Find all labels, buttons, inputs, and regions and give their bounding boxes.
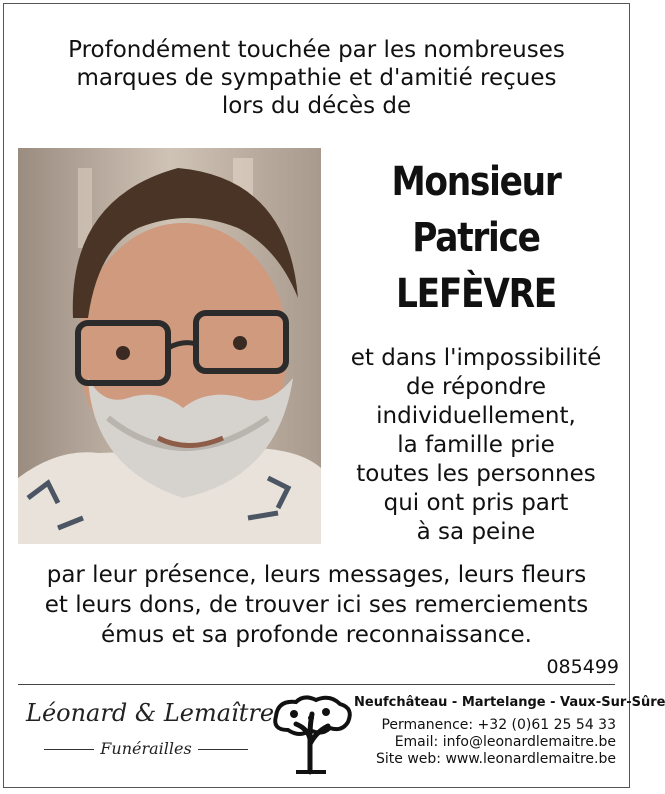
funeral-home-brand [26, 698, 275, 760]
subtitle-dash [198, 749, 248, 750]
intro-line: marques de sympathie et d'amitié reçues [76, 65, 557, 91]
closing-line: et leurs dons, de trouver ici ses remerciements [44, 592, 589, 618]
middle-line: et dans l'impossibilité [350, 345, 602, 371]
intro-text [4, 36, 629, 120]
subtitle-dash [44, 749, 94, 750]
middle-line: à sa peine [416, 519, 536, 545]
middle-line: toutes les personnes [356, 461, 596, 487]
divider [18, 684, 615, 685]
funeral-home-email: Email: info@leonardlemaitre.be [394, 734, 616, 750]
middle-line: qui ont pris part [383, 490, 569, 516]
name-title: Monsieur [391, 159, 561, 205]
closing-line: émus et sa profonde reconnaissance. [101, 622, 532, 648]
intro-line: lors du décès de [221, 93, 412, 119]
portrait-illustration [18, 148, 321, 544]
portrait-photo [18, 148, 321, 544]
tree-logo-icon [266, 694, 356, 774]
middle-text [326, 344, 626, 547]
closing-text [4, 560, 629, 650]
middle-line: la famille prie [397, 432, 555, 458]
reference-number: 085499 [546, 656, 619, 678]
funeral-home-towns: Neufchâteau - Martelange - Vaux-Sur-Sûre [354, 695, 665, 710]
funeral-home-name: Léonard & Lemaître [26, 699, 275, 727]
closing-line: par leur présence, leurs messages, leurs fleurs [46, 562, 587, 588]
funeral-home-phone: Permanence: +32 (0)61 25 54 33 [381, 717, 616, 733]
middle-line: de répondre [405, 374, 547, 400]
deceased-name [347, 154, 605, 322]
name-first: Patrice [412, 215, 540, 261]
funeral-home-subtitle: Funérailles [100, 739, 192, 758]
funeral-home-subtitle-row [26, 738, 266, 760]
funeral-home-contact [354, 694, 665, 768]
middle-line: individuellement, [376, 403, 576, 429]
intro-line: Profondément touchée par les nombreuses [68, 37, 565, 63]
obituary-card [3, 3, 665, 788]
name-last: LEFÈVRE [395, 271, 556, 317]
funeral-home-website: Site web: www.leonardlemaitre.be [376, 751, 616, 767]
